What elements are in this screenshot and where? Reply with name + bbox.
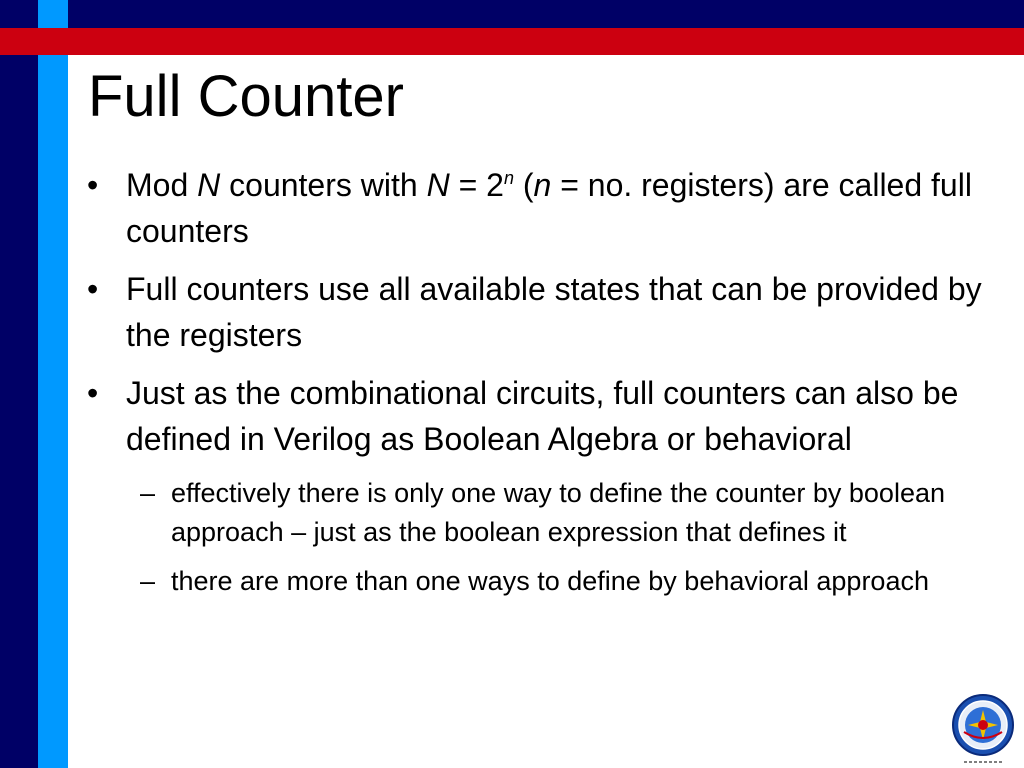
- slide-content: [84, 162, 994, 611]
- bullet-marker: •: [87, 167, 99, 203]
- variable-n: n: [533, 167, 552, 203]
- left-navy-bar: [0, 0, 38, 768]
- sub-bullet-marker: –: [140, 566, 156, 596]
- sub-bullet-item: [84, 474, 994, 552]
- left-blue-bar: [38, 0, 68, 768]
- bullet-item: [84, 162, 994, 254]
- bullet-marker: •: [87, 375, 99, 411]
- bullet-text-part: counters with: [220, 167, 427, 203]
- bullet-item: [84, 370, 994, 462]
- top-red-bar: [0, 28, 1024, 55]
- bullet-text-part: = 2: [449, 167, 504, 203]
- sub-bullet-item: [84, 562, 994, 601]
- bullet-text-part: (: [513, 167, 534, 203]
- bullet-text-part: = no. registers) are called full counters: [126, 167, 972, 249]
- university-seal-icon: [950, 692, 1016, 768]
- bullet-item: [84, 266, 994, 358]
- superscript-n: n: [503, 168, 514, 188]
- variable-N: N: [197, 167, 221, 203]
- sub-bullet-text: there are more than one ways to define by behavioral approach: [171, 566, 929, 596]
- slide-title: Full Counter: [88, 64, 404, 129]
- sub-bullet-marker: –: [140, 478, 156, 508]
- bullet-text-part: Mod: [126, 167, 198, 203]
- bullet-text: Just as the combinational circuits, full counters can also be defined in Verilog as Boolean Algebra or behavioral: [126, 375, 959, 457]
- top-navy-bar: [68, 0, 1024, 28]
- sub-bullet-text: effectively there is only one way to define the counter by boolean approach – just as the boolean expression that defines it: [171, 478, 945, 547]
- bullet-text: Full counters use all available states that can be provided by the registers: [126, 271, 982, 353]
- bullet-marker: •: [87, 271, 99, 307]
- variable-N: N: [426, 167, 450, 203]
